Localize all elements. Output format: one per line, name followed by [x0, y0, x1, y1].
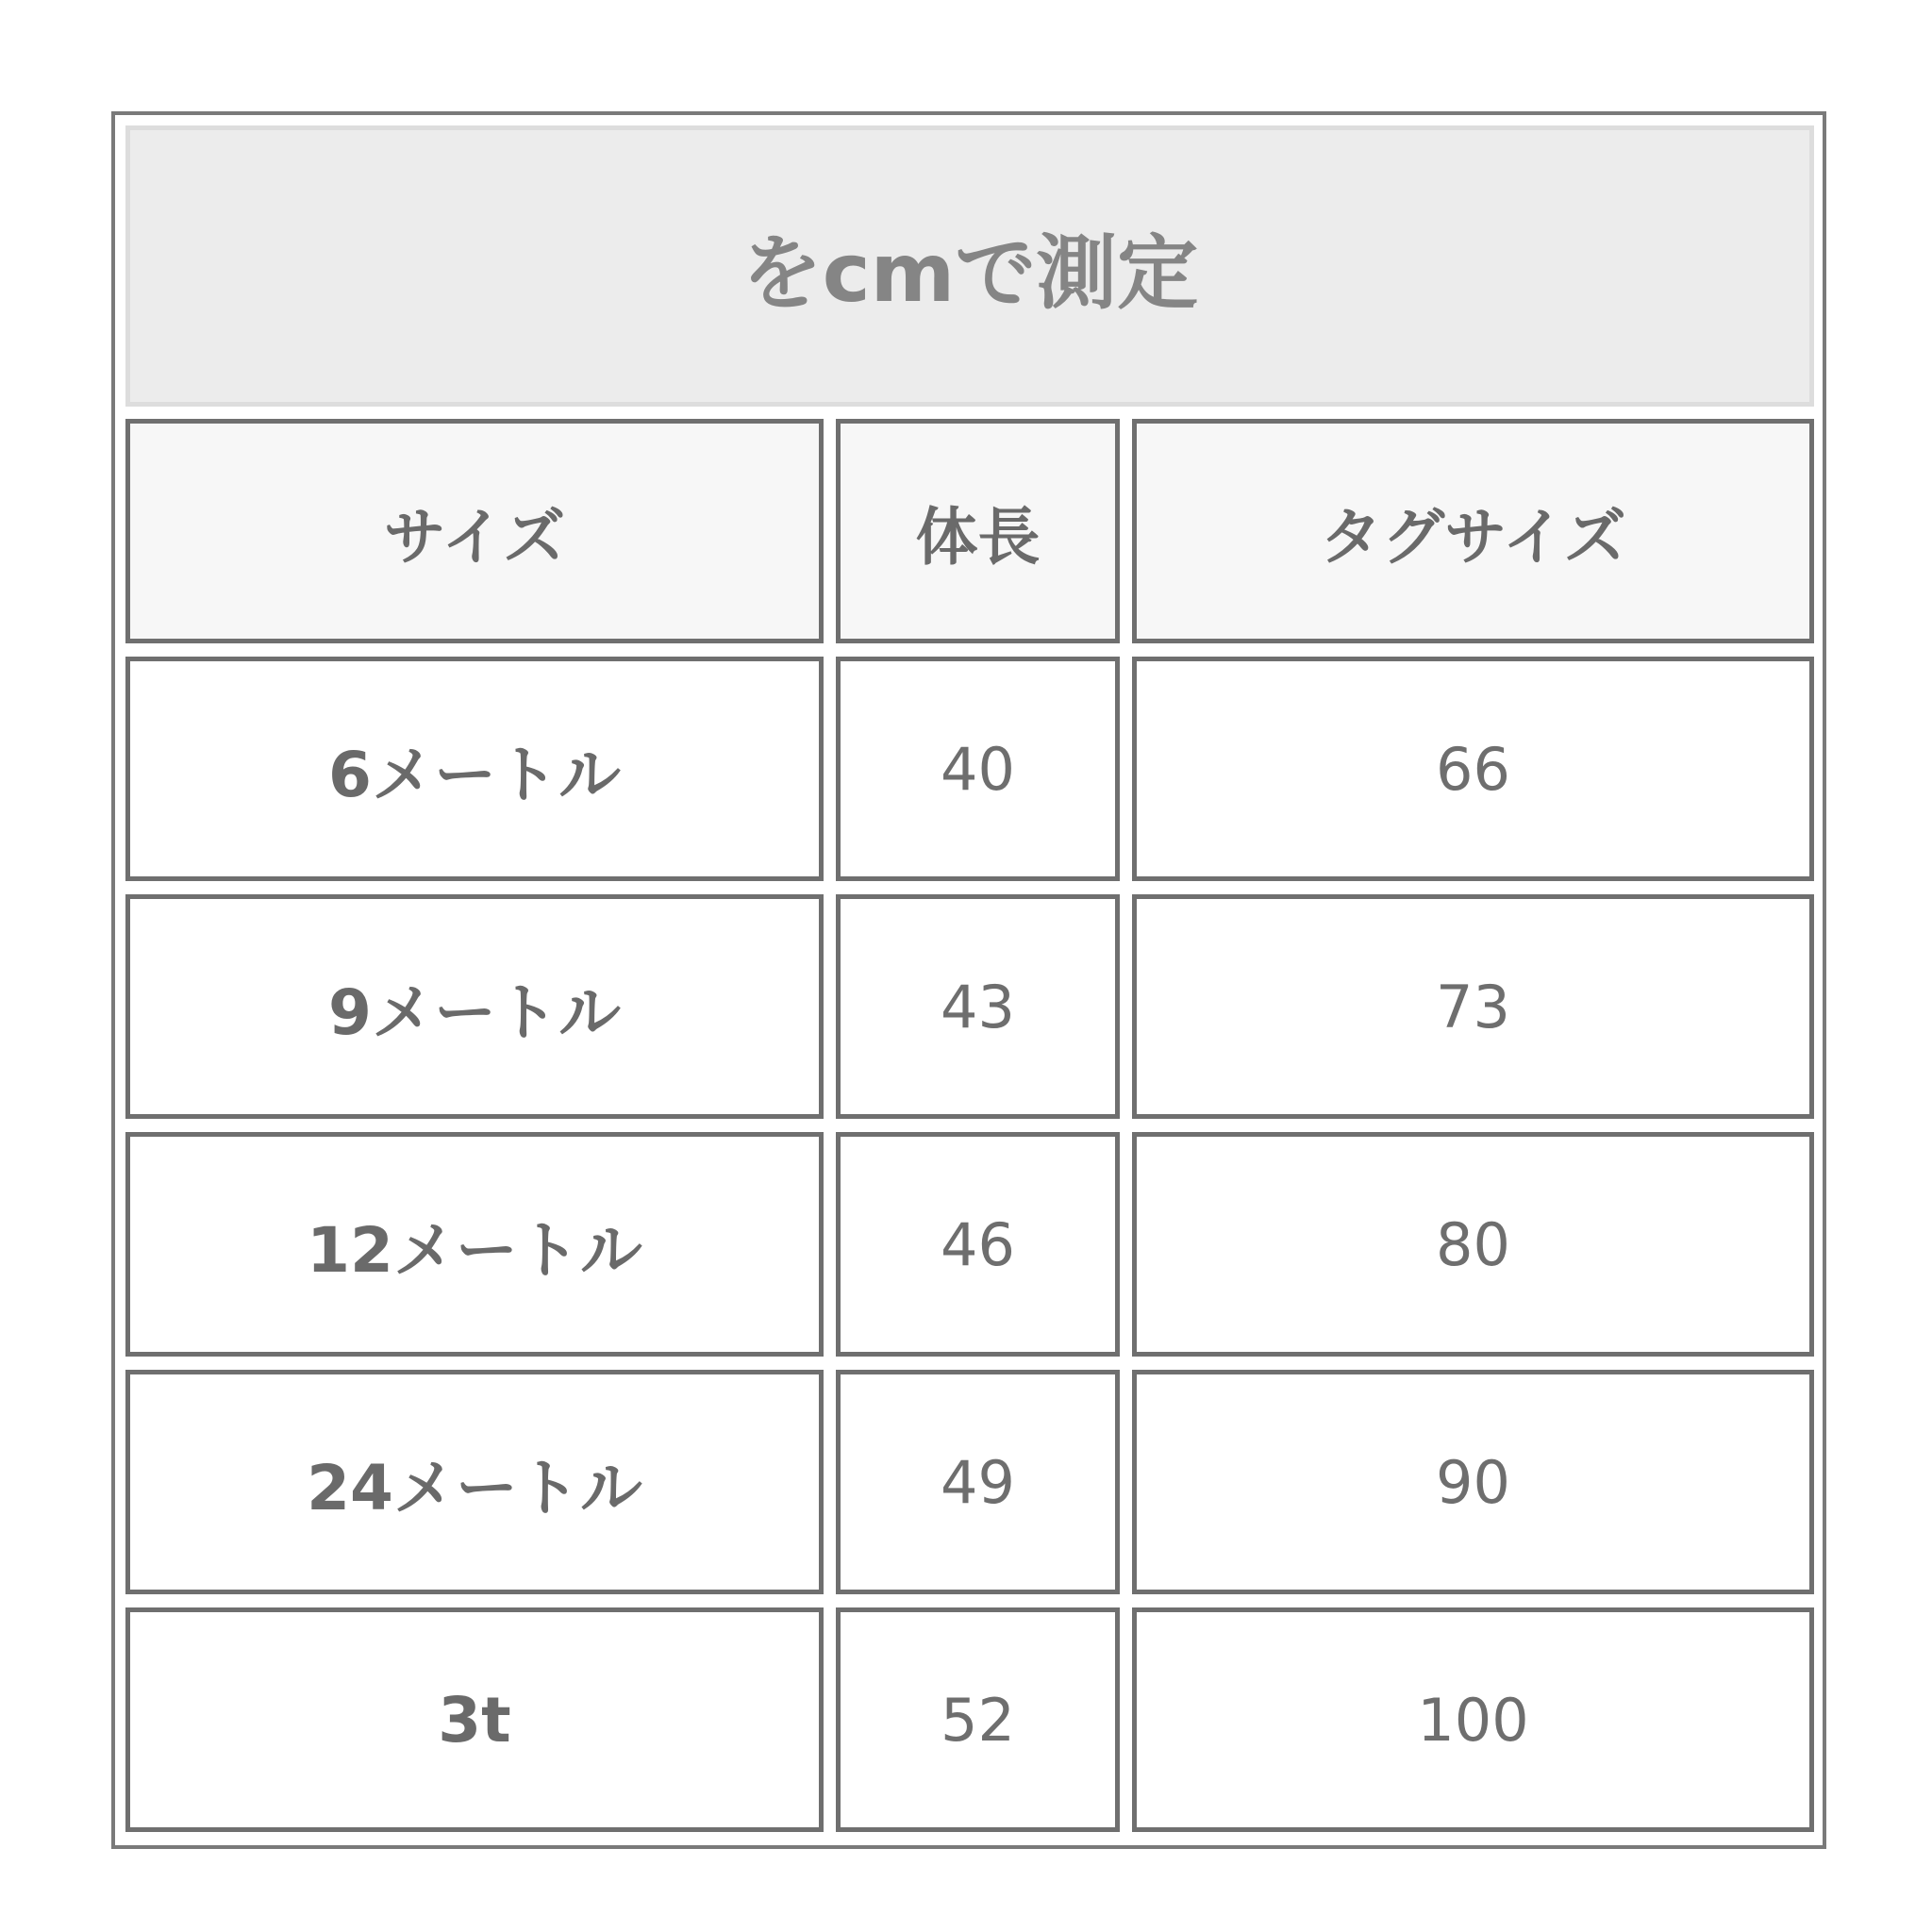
table-caption: をcmで測定 [125, 125, 1814, 407]
row-3-body-length: 46 [836, 1132, 1120, 1357]
row-5-size: 3t [125, 1607, 824, 1832]
row-2-body-length: 43 [836, 894, 1120, 1119]
row-2-size: 9メートル [125, 894, 824, 1119]
row-1-size: 6メートル [125, 657, 824, 881]
row-3-tag-size: 80 [1132, 1132, 1814, 1357]
row-1-tag-size: 66 [1132, 657, 1814, 881]
row-4-body-length: 49 [836, 1370, 1120, 1594]
header-body-length: 体長 [836, 419, 1120, 643]
row-4-size: 24メートル [125, 1370, 824, 1594]
header-tag-size: タグサイズ [1132, 419, 1814, 643]
header-size: サイズ [125, 419, 824, 643]
row-1-body-length: 40 [836, 657, 1120, 881]
row-4-tag-size: 90 [1132, 1370, 1814, 1594]
row-2-tag-size: 73 [1132, 894, 1814, 1119]
row-3-size: 12メートル [125, 1132, 824, 1357]
row-5-tag-size: 100 [1132, 1607, 1814, 1832]
row-5-body-length: 52 [836, 1607, 1120, 1832]
